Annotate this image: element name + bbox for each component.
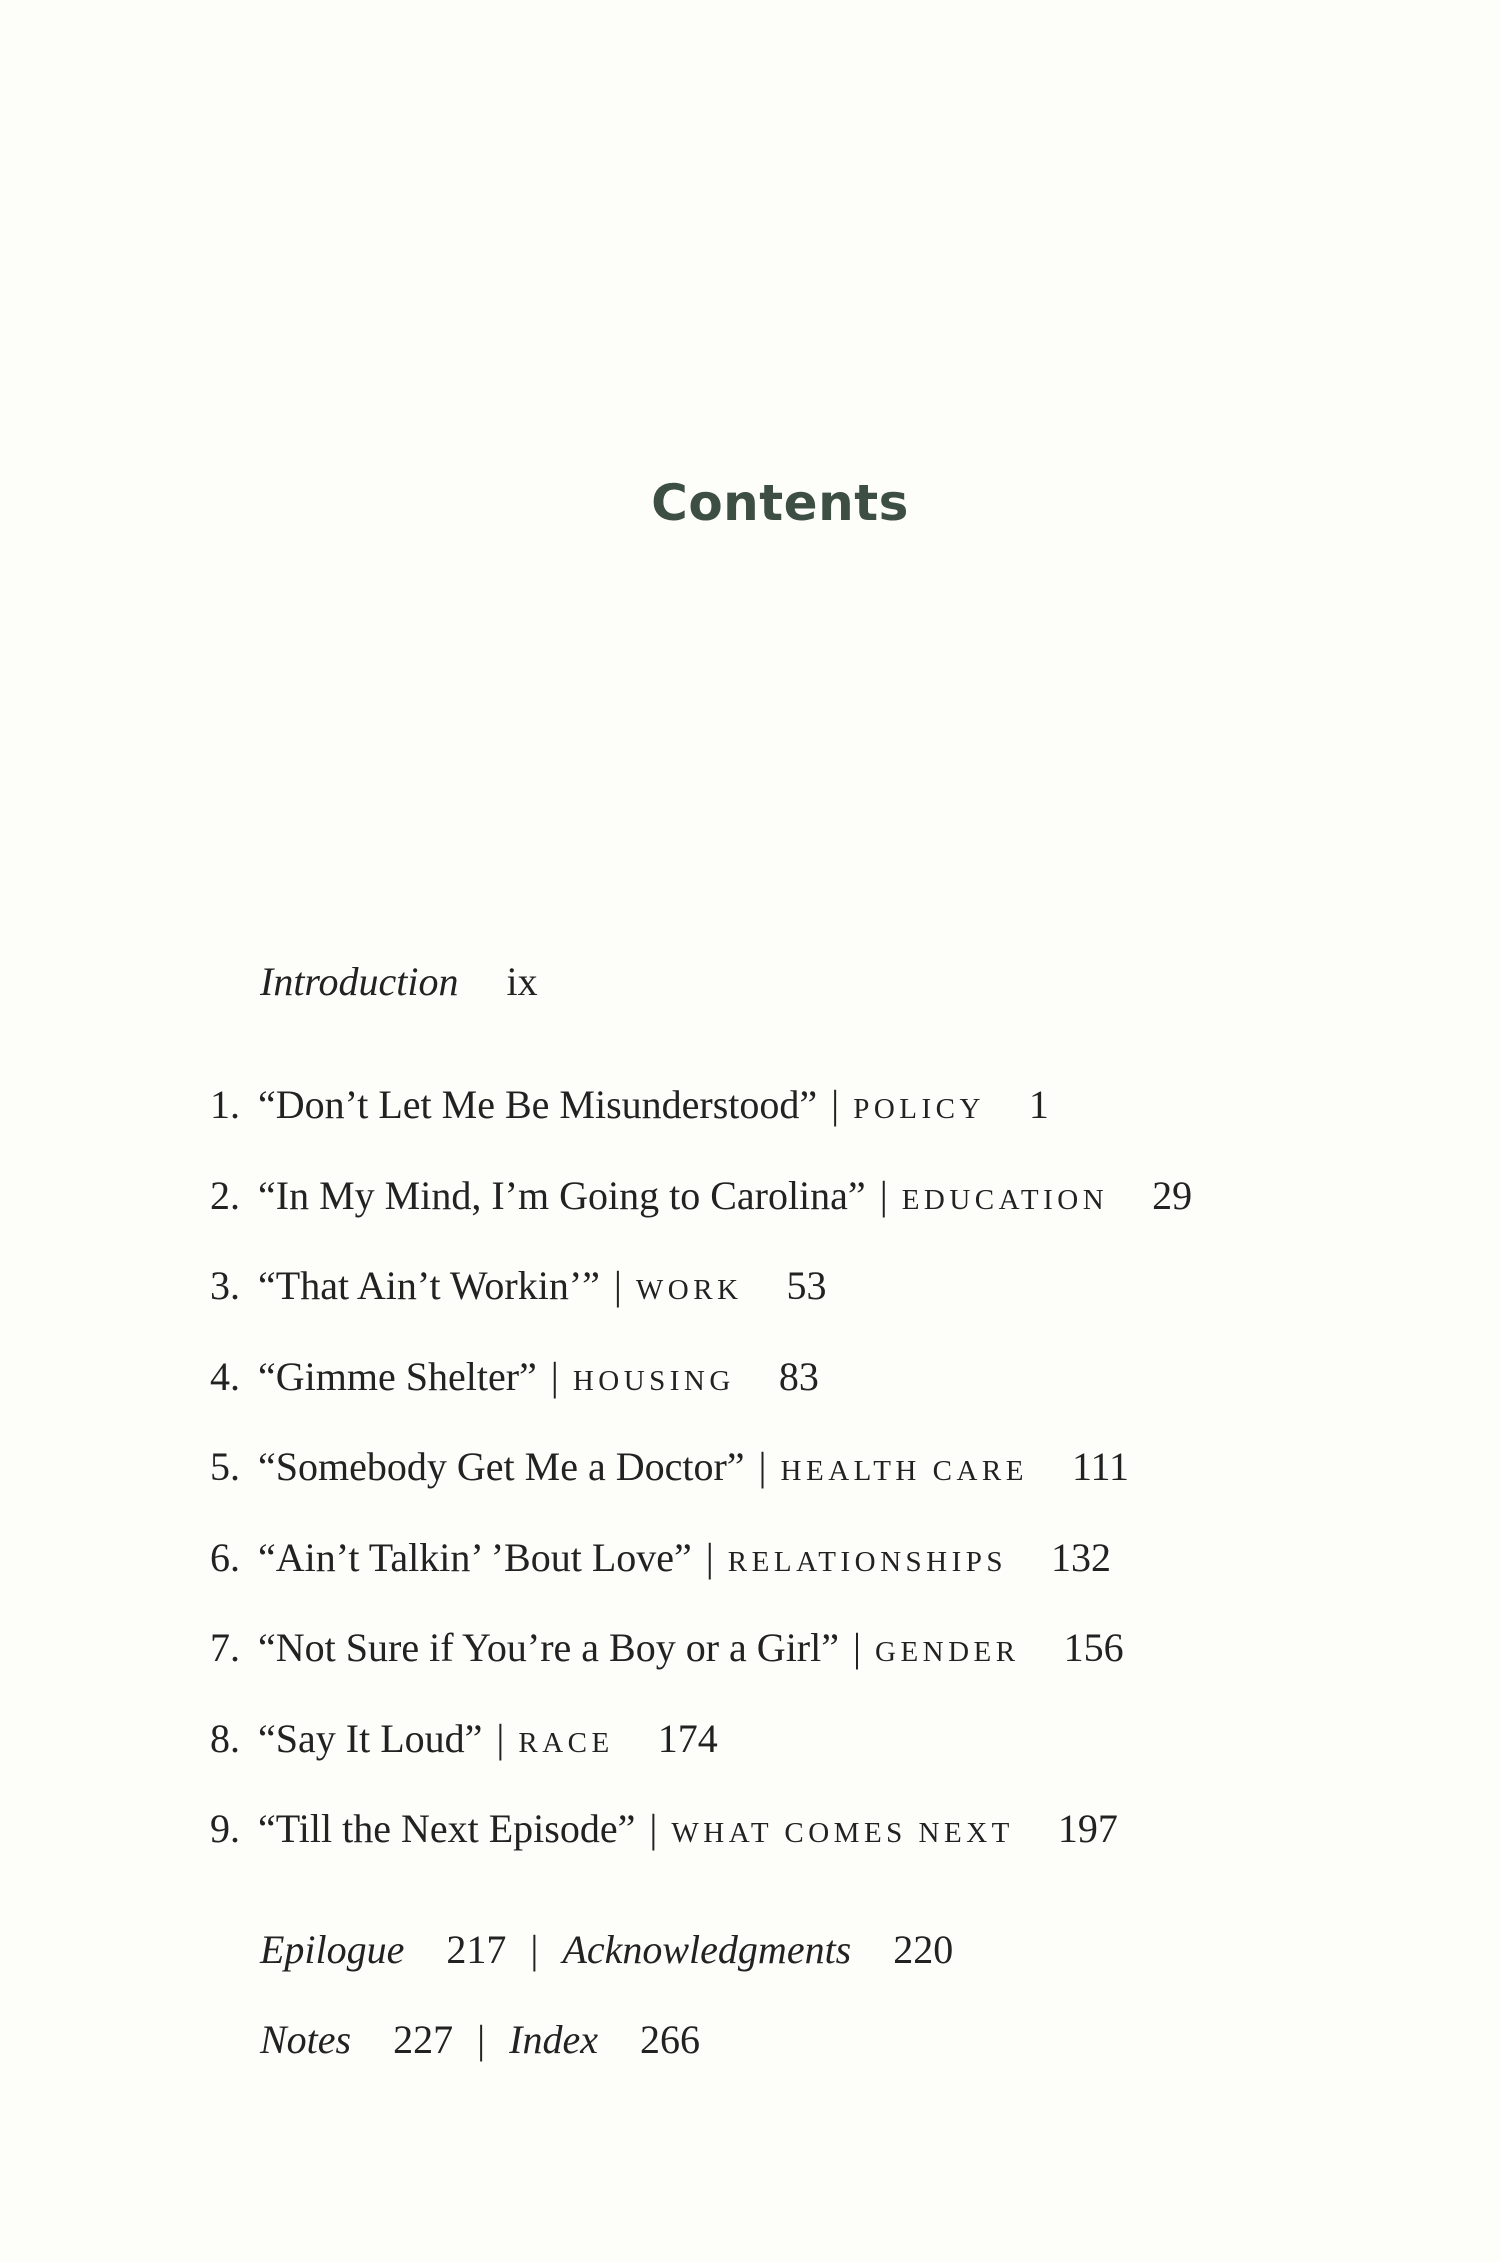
introduction-page-number: ix	[506, 959, 538, 1004]
toc-chapter-row	[210, 1715, 1192, 1810]
index-label: Index	[509, 2017, 598, 2062]
chapter-title: “Not Sure if You’re a Boy or a Girl”	[258, 1625, 839, 1670]
toc-chapter-row	[210, 1353, 1192, 1448]
chapter-page-number: 174	[657, 1715, 718, 1761]
notes-label: Notes	[260, 2017, 352, 2062]
page-title: Contents	[651, 474, 909, 532]
chapter-number: 1.	[210, 1082, 240, 1127]
epilogue-label: Epilogue	[260, 1927, 405, 1972]
chapter-page-number: 83	[778, 1353, 819, 1399]
chapter-page-number: 197	[1057, 1806, 1118, 1851]
chapter-topic: HEALTH CARE	[780, 1455, 1028, 1487]
toc-chapter-row	[210, 1625, 1192, 1719]
chapter-number: 9.	[210, 1806, 240, 1851]
chapter-topic: GENDER	[875, 1636, 1020, 1668]
chapter-title: “Gimme Shelter”	[258, 1353, 537, 1399]
chapter-topic: EDUCATION	[901, 1183, 1109, 1216]
acknowledgments-label: Acknowledgments	[562, 1927, 852, 1972]
toc-entry-introduction	[260, 959, 538, 1004]
introduction-label: Introduction	[260, 959, 459, 1004]
epilogue-page-number: 217	[446, 1927, 507, 1972]
toc-chapter-row	[210, 1806, 1192, 1900]
notes-page-number: 227	[393, 2017, 454, 2062]
chapter-page-number: 132	[1051, 1534, 1112, 1580]
chapter-page-number: 53	[786, 1263, 827, 1308]
chapter-number: 2.	[210, 1172, 240, 1218]
chapter-page-number: 29	[1152, 1172, 1193, 1218]
index-page-number: 266	[639, 2017, 700, 2062]
chapter-topic: WORK	[635, 1274, 743, 1306]
acknowledgments-page-number: 220	[893, 1927, 954, 1972]
chapter-topic: WHAT COMES NEXT	[671, 1817, 1014, 1849]
chapter-number: 8.	[210, 1715, 240, 1761]
chapter-topic: HOUSING	[572, 1364, 735, 1397]
chapter-number: 4.	[210, 1353, 240, 1399]
separator: |	[853, 1625, 862, 1670]
chapter-title: “Say It Loud”	[258, 1715, 483, 1761]
chapter-title: “Ain’t Talkin’ ’Bout Love”	[258, 1534, 692, 1580]
toc-chapter-row	[210, 1082, 1192, 1176]
separator: |	[705, 1534, 714, 1580]
separator: |	[477, 2017, 486, 2062]
chapter-number: 5.	[210, 1444, 240, 1489]
separator: |	[758, 1444, 767, 1489]
back-matter-line-2	[260, 2017, 700, 2062]
toc-chapter-row	[210, 1444, 1192, 1538]
chapter-title: “Somebody Get Me a Doctor”	[258, 1444, 745, 1489]
toc-chapter-row	[210, 1263, 1192, 1357]
chapter-topic: POLICY	[853, 1093, 985, 1125]
chapter-list	[210, 1082, 1193, 1900]
chapter-topic: RELATIONSHIPS	[727, 1545, 1008, 1578]
chapter-title: “In My Mind, I’m Going to Carolina”	[258, 1172, 866, 1218]
separator: |	[550, 1353, 559, 1399]
chapter-number: 6.	[210, 1534, 240, 1580]
chapter-number: 3.	[210, 1263, 240, 1308]
chapter-number: 7.	[210, 1625, 240, 1670]
separator: |	[530, 1927, 539, 1972]
toc-chapter-row	[210, 1172, 1193, 1267]
chapter-title: “Don’t Let Me Be Misunderstood”	[258, 1082, 818, 1127]
separator: |	[879, 1172, 888, 1218]
back-matter-line-1	[260, 1927, 954, 1972]
chapter-topic: RACE	[518, 1726, 614, 1759]
separator: |	[496, 1715, 505, 1761]
chapter-title: “That Ain’t Workin’”	[258, 1263, 600, 1308]
chapter-page-number: 111	[1071, 1444, 1129, 1489]
separator: |	[831, 1082, 840, 1127]
chapter-page-number: 156	[1063, 1625, 1124, 1670]
separator: |	[613, 1263, 622, 1308]
chapter-title: “Till the Next Episode”	[258, 1806, 636, 1851]
toc-chapter-row	[210, 1534, 1192, 1629]
separator: |	[649, 1806, 658, 1851]
chapter-page-number: 1	[1028, 1082, 1049, 1127]
